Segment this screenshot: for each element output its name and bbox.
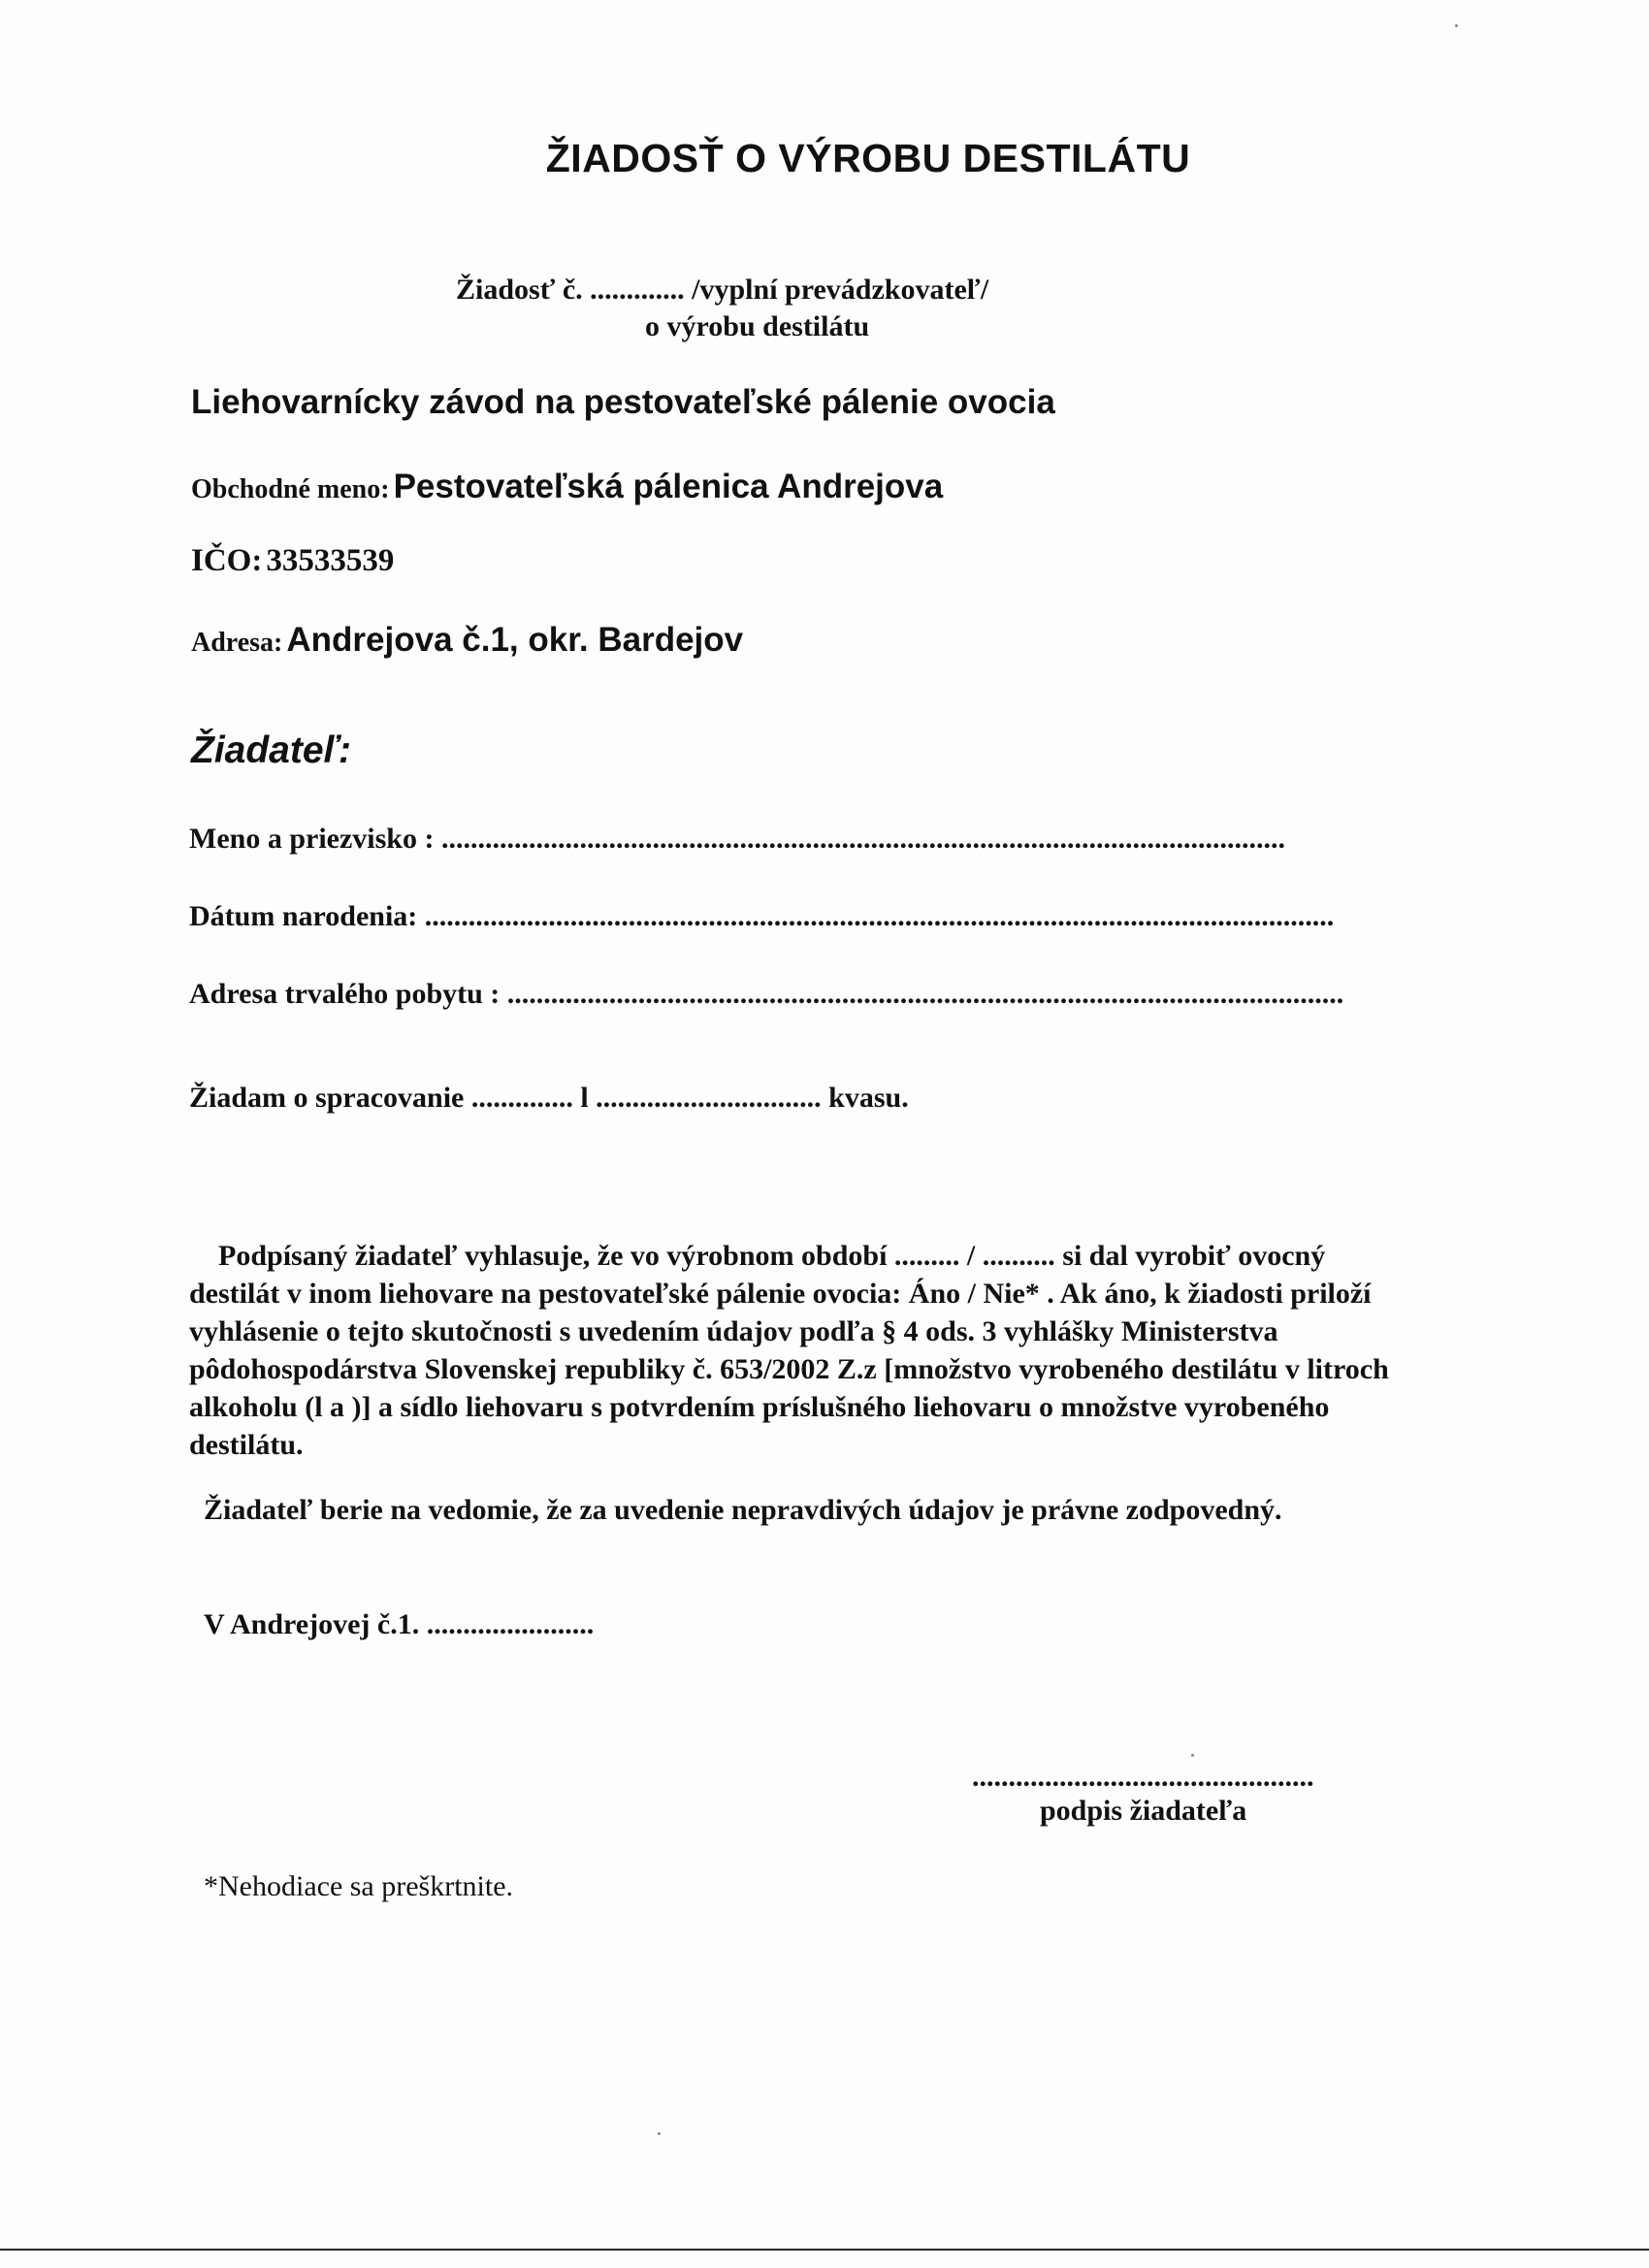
address-value: Andrejova č.1, okr. Bardejov	[286, 621, 744, 659]
declaration-paragraph	[189, 1237, 1411, 1464]
footnote: *Nehodiace sa preškrtnite.	[204, 1870, 514, 1902]
applicant-residence-field: Adresa trvalého pobytu : ...................................................................................................................	[189, 978, 1344, 1010]
responsibility-statement: Žiadateľ berie na vedomie, že za uvedenie nepravdivých údajov je právne zodpovedný.	[204, 1494, 1282, 1526]
company-value: Pestovateľská pálenica Andrejova	[393, 468, 944, 505]
scan-edge-line	[0, 2249, 1649, 2251]
distillery-type: Liehovarnícky závod na pestovateľské pálenie ovocia	[191, 383, 1055, 421]
applicant-name-field: Meno a priezvisko : ....................................................................................................................	[189, 823, 1285, 855]
request-number-line: Žiadosť č. ............. /vyplní prevádzkovateľ/	[456, 274, 989, 306]
request-subject-line: o výrobu destilátu	[645, 310, 870, 342]
signature-label: podpis žiadateľa	[1040, 1795, 1247, 1827]
place-date-line: V Andrejovej č.1. .......................	[204, 1608, 595, 1640]
ico-row	[191, 543, 394, 579]
scan-speck	[1191, 1754, 1194, 1757]
ico-value: 33533539	[266, 543, 395, 578]
processing-request: Žiadam o spracovanie .............. l ............................... kvasu.	[189, 1082, 909, 1114]
scan-speck	[1455, 24, 1458, 27]
scan-speck	[658, 2132, 661, 2135]
company-row	[191, 468, 943, 506]
address-row	[191, 621, 743, 660]
company-label: Obchodné meno:	[191, 474, 390, 504]
signature-line: ...............................................	[972, 1761, 1314, 1793]
applicant-heading: Žiadateľ:	[191, 729, 351, 771]
document-title: ŽIADOSŤ O VÝROBU DESTILÁTU	[545, 136, 1191, 180]
declaration-text: Podpísaný žiadateľ vyhlasuje, že vo výrobnom období ......... / .......... si dal vyrobiť ovocný destilát v inom liehovare na pestovateľské pálenie ovocia: Áno / Nie* . Ak áno, k žiadosti priloží vyhlásenie o tejto skutočnosti s uvedením údajov podľa § 4 ods. 3 vyhlášky Ministerstva pôdohospodárstva Slovenskej republiky č. 653/2002 Z.z [množstvo vyrobeného destilátu v litroch alkoholu (l a )] a sídlo liehovaru s potvrdením príslušného liehovaru o množstve vyrobeného destilátu.	[189, 1240, 1389, 1461]
applicant-birth-date-field: Dátum narodenia: .............................................................................................................................	[189, 900, 1335, 932]
address-label: Adresa:	[191, 628, 283, 658]
ico-label: IČO:	[191, 543, 263, 578]
